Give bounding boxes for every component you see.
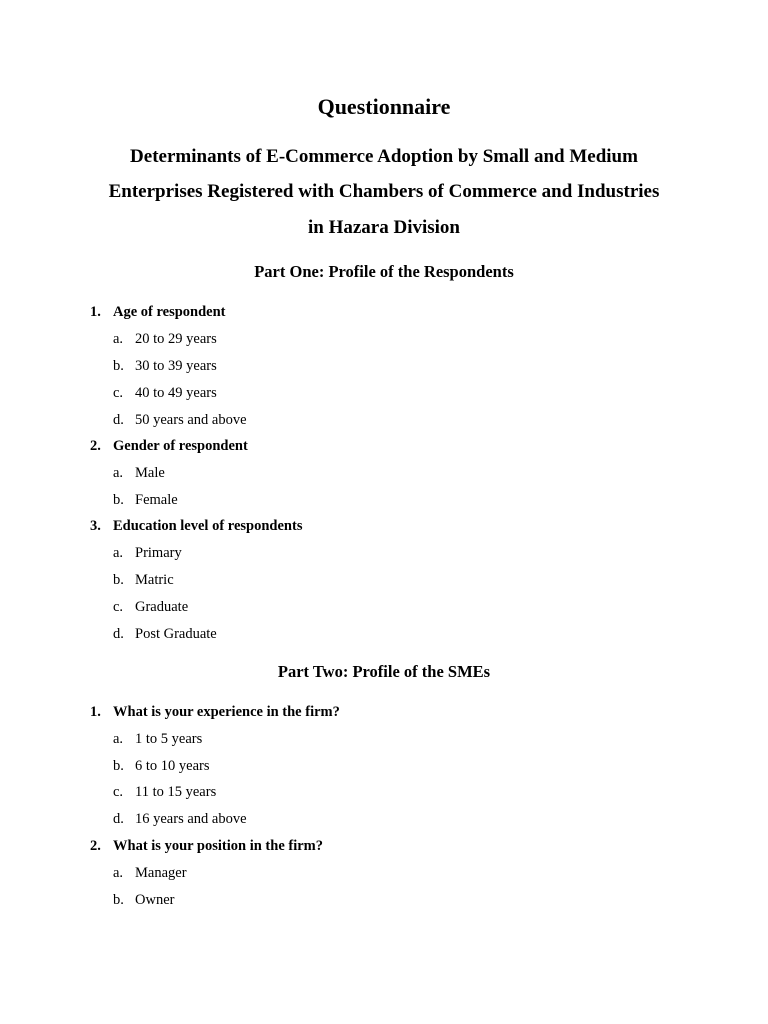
option-letter: b.: [113, 572, 124, 588]
option-gender-b: [113, 491, 178, 509]
option-text: Primary: [135, 545, 182, 561]
option-experience-d: [113, 810, 247, 828]
option-text: 11 to 15 years: [135, 784, 217, 800]
subtitle-line-2: Enterprises Registered with Chambers of Commerce and Industries: [108, 181, 660, 202]
option-text: 40 to 49 years: [135, 385, 217, 401]
option-text: 20 to 29 years: [135, 331, 217, 347]
question-number: 3.: [90, 518, 101, 534]
question-text: Education level of respondents: [113, 518, 303, 534]
question-text: Gender of respondent: [113, 438, 248, 454]
question-text: What is your position in the firm?: [113, 838, 324, 854]
option-text: Male: [135, 465, 165, 481]
option-letter: b.: [113, 492, 124, 508]
option-letter: a.: [113, 731, 124, 747]
option-text: 16 years and above: [135, 811, 247, 827]
option-letter: b.: [113, 358, 124, 374]
option-letter: d.: [113, 412, 124, 428]
question-number: 1.: [90, 304, 101, 320]
subtitle-line-3: in Hazara Division: [307, 217, 460, 238]
option-letter: c.: [113, 599, 124, 615]
option-letter: a.: [113, 331, 124, 347]
option-letter: d.: [113, 626, 124, 642]
option-letter: a.: [113, 465, 124, 481]
option-text: 6 to 10 years: [135, 758, 210, 774]
question-gender: [90, 437, 248, 455]
option-position-b: [113, 891, 174, 909]
page-title: Questionnaire: [317, 94, 451, 119]
option-letter: c.: [113, 385, 124, 401]
part-two-heading: Part Two: Profile of the SMEs: [277, 662, 491, 681]
part-one-heading: Part One: Profile of the Respondents: [254, 262, 514, 281]
option-text: Owner: [135, 892, 175, 908]
subtitle-line-1: Determinants of E-Commerce Adoption by Small and Medium: [130, 146, 638, 167]
option-letter: a.: [113, 545, 124, 561]
question-age: [90, 303, 226, 321]
option-gender-a: [113, 464, 165, 482]
option-experience-a: [113, 730, 202, 748]
option-letter: a.: [113, 865, 124, 881]
option-age-c: [113, 384, 217, 402]
option-text: 1 to 5 years: [135, 731, 203, 747]
option-age-b: [113, 357, 217, 375]
option-text: Post Graduate: [135, 626, 217, 642]
option-letter: c.: [113, 784, 124, 800]
option-education-a: [113, 544, 182, 562]
option-education-d: [113, 625, 217, 643]
option-letter: d.: [113, 811, 124, 827]
option-letter: b.: [113, 892, 124, 908]
option-education-c: [113, 598, 188, 616]
option-text: Matric: [135, 572, 174, 588]
option-text: 50 years and above: [135, 412, 247, 428]
option-text: Graduate: [135, 599, 189, 615]
question-text: Age of respondent: [113, 304, 226, 320]
question-education: [90, 517, 302, 535]
question-position: [90, 837, 323, 855]
option-age-a: [113, 330, 217, 348]
option-text: Manager: [135, 865, 187, 881]
option-education-b: [113, 571, 174, 589]
option-text: Female: [135, 492, 178, 508]
option-experience-b: [113, 757, 210, 775]
option-text: 30 to 39 years: [135, 358, 217, 374]
option-experience-c: [113, 783, 216, 801]
question-number: 1.: [90, 704, 101, 720]
question-text: What is your experience in the firm?: [113, 704, 340, 720]
option-position-a: [113, 864, 187, 882]
option-letter: b.: [113, 758, 124, 774]
question-number: 2.: [90, 838, 101, 854]
option-age-d: [113, 411, 247, 429]
question-experience: [90, 703, 340, 721]
question-number: 2.: [90, 438, 101, 454]
